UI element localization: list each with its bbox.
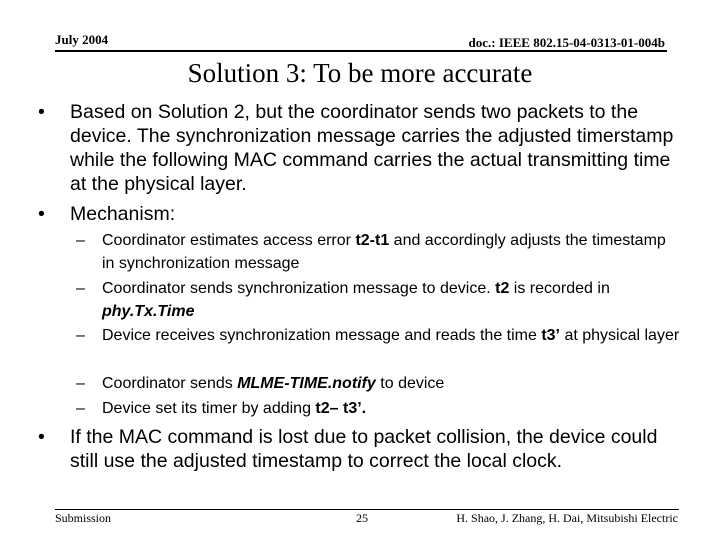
sub-bullet-item	[76, 229, 681, 275]
sub-bullet-text-part: at physical layer	[560, 327, 680, 344]
bullet-item	[38, 425, 678, 473]
sub-bullet-emphasis: t3’	[541, 327, 560, 344]
slide-title: Solution 3: To be more accurate	[187, 58, 533, 88]
footer-submission: Submission	[55, 511, 112, 525]
bullet-marker: •	[38, 426, 45, 448]
sub-bullet-text-part: and accordingly adjusts the timestamp in synchronization message	[102, 232, 666, 272]
sub-bullet-text-part: Coordinator sends synchronization message to device.	[102, 280, 496, 297]
sub-bullet-text	[102, 372, 681, 395]
sub-bullet-emphasis: t2-t1	[355, 232, 390, 249]
footer-page-number: 25	[356, 511, 368, 525]
bullet-item	[38, 100, 678, 196]
sub-bullet-emphasis: MLME-TIME.notify	[237, 375, 376, 392]
bullet-text: If the MAC command is lost due to packet collision, the device could still use the adjusted timestamp to correct the local clock.	[70, 426, 658, 472]
sub-bullet-text-part: to device	[375, 375, 445, 392]
sub-bullet-emphasis: t2– t3’.	[315, 400, 367, 417]
sub-bullet-marker: –	[76, 280, 85, 297]
header-date: July 2004	[55, 32, 109, 47]
sub-bullet-text-part: Device receives synchronization message and reads the time	[102, 327, 542, 344]
footer-authors: H. Shao, J. Zhang, H. Dai, Mitsubishi Electric	[456, 511, 678, 525]
sub-bullet-text	[102, 397, 681, 420]
bullet-text: Mechanism:	[70, 203, 176, 225]
sub-bullet-text-part: Coordinator estimates access error	[102, 232, 356, 249]
sub-bullet-item	[76, 277, 681, 323]
sub-bullet-item	[76, 397, 681, 420]
sub-bullet-item	[76, 324, 681, 347]
sub-bullet-text-part: is recorded in	[509, 280, 610, 297]
sub-bullet-text-part: Device set its timer by adding	[102, 400, 316, 417]
sub-bullet-emphasis: t2	[495, 280, 510, 297]
bullet-text: Based on Solution 2, but the coordinator sends two packets to the device. The synchronization message carries the adjusted timerstamp while the following MAC command carries the actual transmitting time at the physical layer.	[70, 101, 674, 195]
bullet-marker: •	[38, 203, 45, 225]
sub-bullet-emphasis: phy.Tx.Time	[102, 303, 195, 320]
sub-bullet-text	[102, 277, 681, 323]
bullet-item	[38, 202, 678, 226]
header-rule	[55, 50, 667, 52]
footer-rule	[55, 509, 679, 510]
sub-bullet-marker: –	[76, 327, 85, 344]
header-doc-id: doc.: IEEE 802.15-04-0313-01-004b	[468, 35, 665, 50]
bullet-marker: •	[38, 101, 45, 123]
sub-bullet-marker: –	[76, 400, 85, 417]
sub-bullet-marker: –	[76, 232, 85, 249]
sub-bullet-item	[76, 372, 681, 395]
sub-bullet-text	[102, 229, 681, 275]
sub-bullet-text	[102, 324, 681, 347]
sub-bullet-marker: –	[76, 375, 85, 392]
sub-bullet-text-part: Coordinator sends	[102, 375, 238, 392]
